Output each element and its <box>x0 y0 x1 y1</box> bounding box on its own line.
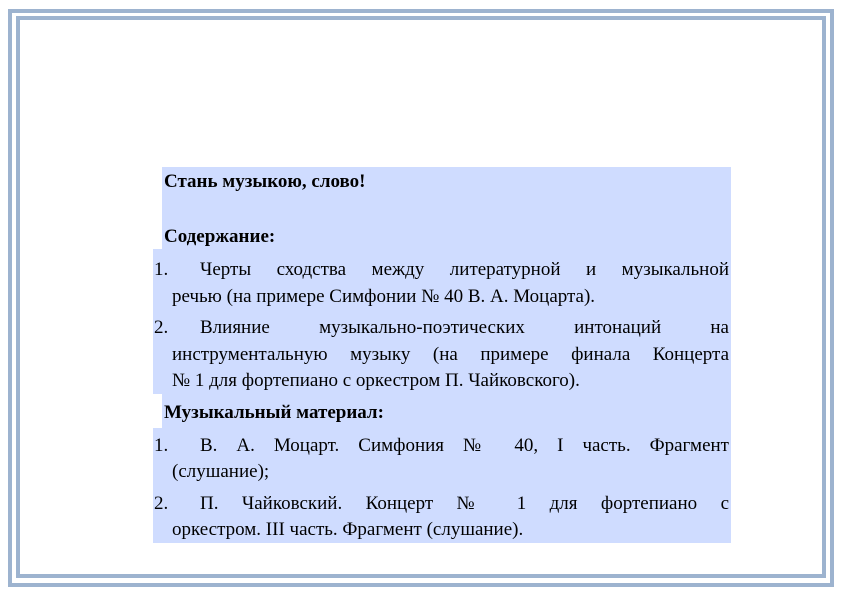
material-item-2-line-2: оркестром. III часть. Фрагмент (слушание). <box>172 519 524 540</box>
slide-title: Стань музыкою, слово! <box>164 171 366 192</box>
material-heading: Музыкальный материал: <box>164 402 384 423</box>
contents-item-1-number: 1. <box>154 259 169 280</box>
contents-item-2-line-2: инструментальную музыку (на примере финала Концерта <box>172 344 729 365</box>
contents-item-2-line-1: Влияние музыкально-поэтических интонаций на <box>200 317 729 338</box>
contents-item-1-line-2: речью (на примере Симфонии № 40 В. А. Моцарта). <box>172 286 596 307</box>
contents-heading: Содержание: <box>164 226 276 247</box>
contents-item-1-line-1: Черты сходства между литературной и музыкальной <box>200 259 729 280</box>
material-item-2-line-1: П. Чайковский. Концерт № 1 для фортепиано с <box>200 493 729 514</box>
material-item-1-line-1: В. А. Моцарт. Симфония № 40, I часть. Фрагмент <box>200 435 729 456</box>
contents-item-2-number: 2. <box>154 317 169 338</box>
contents-item-2-line-3: № 1 для фортепиано с оркестром П. Чайковского). <box>172 370 580 391</box>
material-item-1-line-2: (слушание); <box>172 461 270 482</box>
material-item-2-number: 2. <box>154 493 169 514</box>
material-item-1-number: 1. <box>154 435 169 456</box>
